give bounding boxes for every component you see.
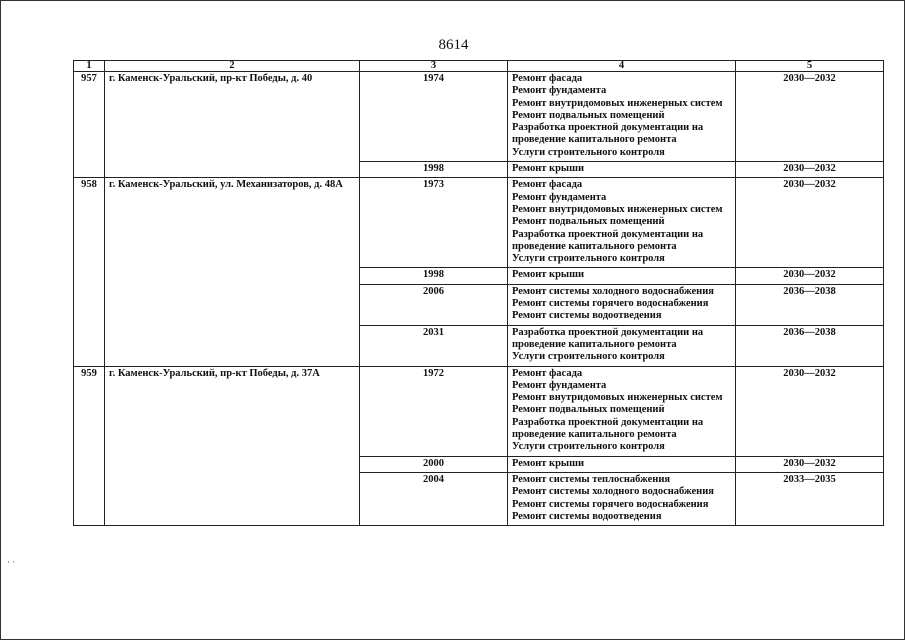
work-item: Ремонт подвальных помещений — [512, 216, 665, 228]
work-item: Ремонт системы водоотведения — [512, 310, 662, 322]
repair-schedule-table — [73, 60, 884, 526]
work-item: Ремонт фундамента — [512, 191, 607, 203]
work-item: проведение капитального ремонта — [512, 338, 677, 350]
header-col-4: 4 — [508, 61, 736, 72]
work-item: Услуги строительного контроля — [512, 441, 665, 453]
work-item: Ремонт фундамента — [512, 379, 607, 391]
item-number-cell: 958 — [74, 178, 105, 366]
work-item: Ремонт системы теплоснабжения — [512, 473, 671, 485]
work-item: Ремонт внутридомовых инженерных систем — [512, 392, 723, 404]
work-item: Ремонт внутридомовых инженерных систем — [512, 97, 723, 109]
header-col-1: 1 — [74, 61, 105, 72]
work-item: Ремонт внутридомовых инженерных систем — [512, 203, 723, 215]
year-cell: 1998 — [360, 162, 508, 178]
period-cell: 2030—2032 — [736, 366, 884, 456]
works-cell — [508, 178, 736, 268]
work-item: Ремонт системы горячего водоснабжения — [512, 298, 709, 310]
scan-marks: · · — [7, 557, 16, 567]
work-item: Ремонт крыши — [512, 163, 585, 175]
period-cell: 2030—2032 — [736, 456, 884, 472]
table-header — [74, 61, 884, 72]
table-row — [74, 178, 884, 268]
work-item: Ремонт крыши — [512, 269, 585, 281]
period-cell: 2030—2032 — [736, 72, 884, 162]
period-cell: 2030—2032 — [736, 268, 884, 284]
item-number-cell: 957 — [74, 72, 105, 178]
work-item: Ремонт системы водоотведения — [512, 510, 662, 522]
works-cell — [508, 268, 736, 284]
work-item: Ремонт фундамента — [512, 85, 607, 97]
page-number: 8614 — [438, 37, 469, 53]
period-cell: 2033—2035 — [736, 472, 884, 525]
work-item: Услуги строительного контроля — [512, 351, 665, 363]
work-item: Ремонт фасада — [512, 367, 583, 379]
year-cell: 1973 — [360, 178, 508, 268]
work-item: Ремонт подвальных помещений — [512, 109, 665, 121]
header-col-5: 5 — [736, 61, 884, 72]
year-cell: 2006 — [360, 284, 508, 325]
period-cell: 2036—2038 — [736, 325, 884, 366]
header-col-3: 3 — [360, 61, 508, 72]
work-item: Разработка проектной документации на — [512, 122, 704, 134]
work-item: проведение капитального ремонта — [512, 134, 677, 146]
work-item: Ремонт фасада — [512, 73, 583, 84]
year-cell: 2004 — [360, 472, 508, 525]
work-item: проведение капитального ремонта — [512, 429, 677, 441]
year-cell: 1972 — [360, 366, 508, 456]
year-cell: 1974 — [360, 72, 508, 162]
year-cell: 2000 — [360, 456, 508, 472]
works-cell — [508, 456, 736, 472]
period-cell: 2030—2032 — [736, 178, 884, 268]
year-cell: 2031 — [360, 325, 508, 366]
work-item: Разработка проектной документации на — [512, 416, 704, 428]
work-item: Услуги строительного контроля — [512, 253, 665, 265]
works-cell — [508, 325, 736, 366]
header-row — [74, 61, 884, 72]
work-item: Услуги строительного контроля — [512, 146, 665, 158]
year-cell: 1998 — [360, 268, 508, 284]
item-number-cell: 959 — [74, 366, 105, 526]
work-item: Ремонт фасада — [512, 179, 583, 191]
table-body — [74, 72, 884, 526]
table-row — [74, 366, 884, 456]
work-item: проведение капитального ремонта — [512, 240, 677, 252]
work-item: Ремонт крыши — [512, 457, 585, 469]
address-cell: г. Каменск-Уральский, пр-кт Победы, д. 40 — [105, 72, 360, 178]
address-cell: г. Каменск-Уральский, пр-кт Победы, д. 37А — [105, 366, 360, 526]
works-cell — [508, 72, 736, 162]
work-item: Ремонт системы горячего водоснабжения — [512, 498, 709, 510]
period-cell: 2036—2038 — [736, 284, 884, 325]
work-item: Ремонт подвальных помещений — [512, 404, 665, 416]
work-item: Ремонт системы холодного водоснабжения — [512, 285, 714, 297]
table-row — [74, 72, 884, 162]
works-cell — [508, 472, 736, 525]
header-col-2: 2 — [105, 61, 360, 72]
works-cell — [508, 284, 736, 325]
works-cell — [508, 366, 736, 456]
work-item: Ремонт системы холодного водоснабжения — [512, 486, 714, 498]
work-item: Разработка проектной документации на — [512, 326, 704, 338]
works-cell — [508, 162, 736, 178]
address-cell: г. Каменск-Уральский, ул. Механизаторов, д. 48А — [105, 178, 360, 366]
period-cell: 2030—2032 — [736, 162, 884, 178]
work-item: Разработка проектной документации на — [512, 228, 704, 240]
